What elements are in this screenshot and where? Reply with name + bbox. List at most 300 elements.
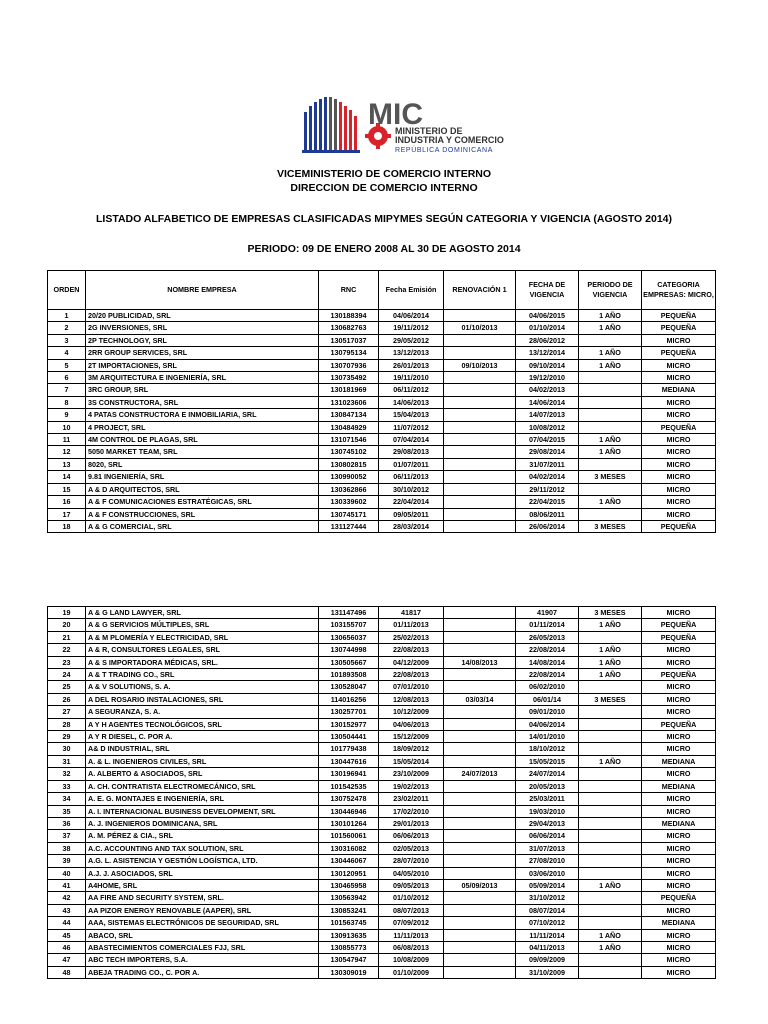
cell-orden: 5	[48, 359, 86, 371]
cell-nombre-empresa: A. M. PÉREZ & CIA., SRL	[86, 830, 319, 842]
cell-fecha-vigencia: 26/05/2013	[516, 631, 579, 643]
table-row	[48, 372, 716, 384]
cell-fecha-vigencia: 14/07/2013	[516, 409, 579, 421]
cell-orden: 10	[48, 421, 86, 433]
cell-categoria: MEDIANA	[642, 780, 716, 792]
cell-fecha-emision: 08/07/2013	[379, 904, 444, 916]
cell-orden: 20	[48, 619, 86, 631]
cell-nombre-empresa: A SEGURANZA, S. A.	[86, 706, 319, 718]
cell-fecha-vigencia: 01/11/2014	[516, 619, 579, 631]
cell-rnc: 130196941	[319, 768, 379, 780]
cell-orden: 45	[48, 929, 86, 941]
cell-fecha-vigencia: 22/04/2015	[516, 496, 579, 508]
cell-categoria: MICRO	[642, 372, 716, 384]
table-row	[48, 743, 716, 755]
cell-nombre-empresa: A & V SOLUTIONS, S. A.	[86, 681, 319, 693]
cell-orden: 36	[48, 817, 86, 829]
cell-categoria: MICRO	[642, 681, 716, 693]
cell-rnc: 130752478	[319, 793, 379, 805]
cell-nombre-empresa: 2G INVERSIONES, SRL	[86, 322, 319, 334]
cell-periodo-vigencia	[579, 954, 642, 966]
cell-rnc: 130656037	[319, 631, 379, 643]
heading-viceministerio: VICEMINISTERIO DE COMERCIO INTERNO	[276, 168, 492, 180]
table-row	[48, 830, 716, 842]
cell-fecha-emision: 07/04/2014	[379, 434, 444, 446]
cell-fecha-vigencia: 41907	[516, 607, 579, 619]
mic-logo	[300, 94, 520, 160]
cell-renovacion	[444, 458, 516, 470]
cell-nombre-empresa: A & G COMERCIAL, SRL	[86, 520, 319, 532]
cell-renovacion: 14/08/2013	[444, 656, 516, 668]
cell-rnc: 131023606	[319, 396, 379, 408]
cell-nombre-empresa: A & D ARQUITECTOS, SRL	[86, 483, 319, 495]
cell-renovacion	[444, 483, 516, 495]
cell-fecha-vigencia: 15/05/2015	[516, 755, 579, 767]
cell-fecha-vigencia: 10/08/2012	[516, 421, 579, 433]
cell-rnc: 114016256	[319, 693, 379, 705]
cell-categoria: PEQUEÑA	[642, 892, 716, 904]
cell-rnc: 130855773	[319, 941, 379, 953]
table-row	[48, 310, 716, 322]
cell-nombre-empresa: A. ALBERTO & ASOCIADOS, SRL	[86, 768, 319, 780]
cell-periodo-vigencia	[579, 409, 642, 421]
cell-renovacion	[444, 372, 516, 384]
cell-categoria: MICRO	[642, 471, 716, 483]
table-row	[48, 520, 716, 532]
cell-nombre-empresa: ABACO, SRL	[86, 929, 319, 941]
cell-orden: 38	[48, 842, 86, 854]
header-fecha-emision: Fecha Emisión	[379, 271, 444, 310]
cell-periodo-vigencia: 1 AÑO	[579, 322, 642, 334]
cell-rnc: 130309019	[319, 966, 379, 978]
cell-fecha-emision: 11/11/2013	[379, 929, 444, 941]
cell-rnc: 130802815	[319, 458, 379, 470]
cell-rnc: 131127444	[319, 520, 379, 532]
cell-periodo-vigencia	[579, 966, 642, 978]
cell-nombre-empresa: A & G LAND LAWYER, SRL	[86, 607, 319, 619]
cell-nombre-empresa: 4M CONTROL DE PLAGAS, SRL	[86, 434, 319, 446]
logo-line3: REPÚBLICA DOMINICANA	[395, 147, 493, 154]
cell-categoria: PEQUEÑA	[642, 619, 716, 631]
cell-categoria: MICRO	[642, 867, 716, 879]
cell-fecha-emision: 22/04/2014	[379, 496, 444, 508]
cell-renovacion	[444, 446, 516, 458]
cell-orden: 3	[48, 334, 86, 346]
cell-fecha-emision: 12/08/2013	[379, 693, 444, 705]
cell-fecha-emision: 41817	[379, 607, 444, 619]
cell-orden: 28	[48, 718, 86, 730]
cell-categoria: MEDIANA	[642, 917, 716, 929]
cell-nombre-empresa: A& D INDUSTRIAL, SRL	[86, 743, 319, 755]
cell-orden: 4	[48, 347, 86, 359]
table-row	[48, 867, 716, 879]
cell-categoria: MICRO	[642, 842, 716, 854]
cell-rnc: 103155707	[319, 619, 379, 631]
cell-fecha-emision: 01/10/2009	[379, 966, 444, 978]
cell-rnc: 130795134	[319, 347, 379, 359]
table-row	[48, 768, 716, 780]
cell-periodo-vigencia: 1 AÑO	[579, 941, 642, 953]
cell-nombre-empresa: A.J. J. ASOCIADOS, SRL	[86, 867, 319, 879]
cell-categoria: MICRO	[642, 496, 716, 508]
cell-nombre-empresa: 4 PATAS CONSTRUCTORA E INMOBILIARIA, SRL	[86, 409, 319, 421]
cell-fecha-emision: 30/10/2012	[379, 483, 444, 495]
cell-rnc: 130101264	[319, 817, 379, 829]
cell-categoria: MICRO	[642, 706, 716, 718]
cell-fecha-vigencia: 31/10/2009	[516, 966, 579, 978]
cell-orden: 35	[48, 805, 86, 817]
cell-categoria: MICRO	[642, 359, 716, 371]
cell-rnc: 130446067	[319, 855, 379, 867]
cell-categoria: MICRO	[642, 693, 716, 705]
cell-rnc: 101893508	[319, 669, 379, 681]
cell-fecha-vigencia: 06/01/14	[516, 693, 579, 705]
cell-nombre-empresa: 4 PROJECT, SRL	[86, 421, 319, 433]
cell-fecha-emision: 18/09/2012	[379, 743, 444, 755]
cell-renovacion	[444, 892, 516, 904]
cell-rnc: 130528047	[319, 681, 379, 693]
cell-periodo-vigencia	[579, 421, 642, 433]
cell-nombre-empresa: A. I. INTERNACIONAL BUSINESS DEVELOPMENT, SRL	[86, 805, 319, 817]
cell-rnc: 130682763	[319, 322, 379, 334]
table-row	[48, 334, 716, 346]
cell-renovacion	[444, 619, 516, 631]
cell-fecha-emision: 01/10/2012	[379, 892, 444, 904]
cell-rnc: 130913635	[319, 929, 379, 941]
cell-rnc: 130120951	[319, 867, 379, 879]
cell-categoria: MICRO	[642, 929, 716, 941]
cell-rnc: 131147496	[319, 607, 379, 619]
cell-renovacion	[444, 966, 516, 978]
table-row	[48, 409, 716, 421]
table-row	[48, 483, 716, 495]
cell-fecha-vigencia: 07/10/2012	[516, 917, 579, 929]
cell-periodo-vigencia: 3 MESES	[579, 693, 642, 705]
cell-orden: 18	[48, 520, 86, 532]
cell-orden: 8	[48, 396, 86, 408]
cell-fecha-vigencia: 04/06/2015	[516, 310, 579, 322]
cell-fecha-emision: 13/12/2013	[379, 347, 444, 359]
cell-categoria: MICRO	[642, 966, 716, 978]
cell-orden: 1	[48, 310, 86, 322]
cell-fecha-emision: 04/12/2009	[379, 656, 444, 668]
cell-categoria: PEQUEÑA	[642, 347, 716, 359]
cell-rnc: 130744998	[319, 644, 379, 656]
table-header-row	[48, 271, 716, 310]
cell-fecha-emision: 04/06/2013	[379, 718, 444, 730]
cell-renovacion	[444, 954, 516, 966]
cell-periodo-vigencia: 1 AÑO	[579, 929, 642, 941]
cell-renovacion	[444, 471, 516, 483]
logo-bars-icon	[302, 97, 360, 153]
cell-fecha-emision: 06/08/2013	[379, 941, 444, 953]
cell-nombre-empresa: AA PIZOR ENERGY RENOVABLE (AAPER), SRL	[86, 904, 319, 916]
cell-categoria: MICRO	[642, 904, 716, 916]
cell-periodo-vigencia: 1 AÑO	[579, 644, 642, 656]
cell-periodo-vigencia	[579, 631, 642, 643]
cell-nombre-empresa: 3RC GROUP, SRL	[86, 384, 319, 396]
table-row	[48, 929, 716, 941]
cell-orden: 17	[48, 508, 86, 520]
cell-renovacion: 24/07/2013	[444, 768, 516, 780]
cell-renovacion	[444, 817, 516, 829]
cell-renovacion	[444, 755, 516, 767]
cell-categoria: MICRO	[642, 483, 716, 495]
cell-nombre-empresa: A.C. ACCOUNTING AND TAX SOLUTION, SRL	[86, 842, 319, 854]
cell-rnc: 130745102	[319, 446, 379, 458]
cell-renovacion	[444, 780, 516, 792]
logo-line1: MINISTERIO DE	[395, 126, 463, 136]
cell-periodo-vigencia	[579, 372, 642, 384]
table-row	[48, 681, 716, 693]
cell-rnc: 130563942	[319, 892, 379, 904]
header-orden: ORDEN	[48, 271, 86, 310]
table-row	[48, 941, 716, 953]
cell-orden: 27	[48, 706, 86, 718]
cell-fecha-vigencia: 31/07/2011	[516, 458, 579, 470]
cell-fecha-vigencia: 18/10/2012	[516, 743, 579, 755]
cell-rnc: 130362866	[319, 483, 379, 495]
cell-periodo-vigencia	[579, 458, 642, 470]
cell-orden: 47	[48, 954, 86, 966]
cell-categoria: MICRO	[642, 805, 716, 817]
cell-fecha-vigencia: 04/02/2014	[516, 471, 579, 483]
cell-categoria: MICRO	[642, 656, 716, 668]
cell-rnc: 130707936	[319, 359, 379, 371]
cell-orden: 48	[48, 966, 86, 978]
cell-nombre-empresa: A4HOME, SRL	[86, 879, 319, 891]
table-row	[48, 706, 716, 718]
cell-fecha-emision: 29/05/2012	[379, 334, 444, 346]
cell-rnc: 130316082	[319, 842, 379, 854]
cell-renovacion	[444, 508, 516, 520]
cell-renovacion	[444, 941, 516, 953]
cell-fecha-vigencia: 08/06/2011	[516, 508, 579, 520]
cell-fecha-emision: 02/05/2013	[379, 842, 444, 854]
cell-orden: 26	[48, 693, 86, 705]
cell-fecha-emision: 11/07/2012	[379, 421, 444, 433]
cell-fecha-emision: 29/01/2013	[379, 817, 444, 829]
cell-periodo-vigencia: 1 AÑO	[579, 755, 642, 767]
cell-categoria: MEDIANA	[642, 755, 716, 767]
cell-renovacion	[444, 867, 516, 879]
cell-fecha-vigencia: 31/07/2013	[516, 842, 579, 854]
cell-periodo-vigencia	[579, 483, 642, 495]
cell-categoria: PEQUEÑA	[642, 631, 716, 643]
cell-renovacion	[444, 669, 516, 681]
cell-categoria: PEQUEÑA	[642, 310, 716, 322]
cell-periodo-vigencia: 1 AÑO	[579, 347, 642, 359]
cell-categoria: MICRO	[642, 879, 716, 891]
cell-nombre-empresa: A. J. INGENIEROS DOMINICANA, SRL	[86, 817, 319, 829]
table-row	[48, 347, 716, 359]
cell-periodo-vigencia: 1 AÑO	[579, 359, 642, 371]
cell-fecha-emision: 09/05/2013	[379, 879, 444, 891]
table-row	[48, 434, 716, 446]
cell-categoria: PEQUEÑA	[642, 669, 716, 681]
cell-fecha-emision: 04/05/2010	[379, 867, 444, 879]
cell-categoria: MICRO	[642, 458, 716, 470]
cell-fecha-emision: 28/07/2010	[379, 855, 444, 867]
cell-periodo-vigencia	[579, 805, 642, 817]
cell-categoria: MICRO	[642, 434, 716, 446]
cell-periodo-vigencia	[579, 334, 642, 346]
cell-categoria: PEQUEÑA	[642, 718, 716, 730]
cell-renovacion	[444, 805, 516, 817]
cell-fecha-vigencia: 11/11/2014	[516, 929, 579, 941]
cell-nombre-empresa: A Y H AGENTES TECNOLÓGICOS, SRL	[86, 718, 319, 730]
header-periodo-vigencia: PERIODO DE VIGENCIA	[579, 271, 642, 310]
cell-periodo-vigencia: 1 AÑO	[579, 446, 642, 458]
cell-rnc: 130990052	[319, 471, 379, 483]
cell-categoria: MICRO	[642, 508, 716, 520]
cell-orden: 2	[48, 322, 86, 334]
cell-orden: 12	[48, 446, 86, 458]
cell-orden: 42	[48, 892, 86, 904]
cell-categoria: MICRO	[642, 855, 716, 867]
table-row	[48, 966, 716, 978]
cell-nombre-empresa: A & R, CONSULTORES LEGALES, SRL	[86, 644, 319, 656]
cell-periodo-vigencia	[579, 681, 642, 693]
table-row	[48, 656, 716, 668]
cell-nombre-empresa: 2P TECHNOLOGY, SRL	[86, 334, 319, 346]
table-row	[48, 619, 716, 631]
cell-nombre-empresa: A & M PLOMERÍA Y ELECTRICIDAD, SRL	[86, 631, 319, 643]
cell-orden: 15	[48, 483, 86, 495]
table-row	[48, 644, 716, 656]
cell-periodo-vigencia	[579, 384, 642, 396]
table-row	[48, 446, 716, 458]
cell-nombre-empresa: A & F COMUNICACIONES ESTRATÉGICAS, SRL	[86, 496, 319, 508]
cell-fecha-emision: 01/11/2013	[379, 619, 444, 631]
cell-renovacion	[444, 644, 516, 656]
cell-fecha-vigencia: 04/11/2013	[516, 941, 579, 953]
cell-fecha-emision: 06/06/2013	[379, 830, 444, 842]
cell-nombre-empresa: ABASTECIMIENTOS COMERCIALES FJJ, SRL	[86, 941, 319, 953]
cell-periodo-vigencia	[579, 793, 642, 805]
cell-rnc: 101563745	[319, 917, 379, 929]
cell-rnc: 130853241	[319, 904, 379, 916]
cell-nombre-empresa: 8020, SRL	[86, 458, 319, 470]
cell-fecha-vigencia: 13/12/2014	[516, 347, 579, 359]
companies-table-1	[47, 270, 716, 533]
cell-fecha-emision: 09/05/2011	[379, 508, 444, 520]
cell-orden: 11	[48, 434, 86, 446]
cell-categoria: MICRO	[642, 768, 716, 780]
cell-fecha-emision: 04/06/2014	[379, 310, 444, 322]
cell-fecha-vigencia: 09/01/2010	[516, 706, 579, 718]
cell-rnc: 130505667	[319, 656, 379, 668]
table-row	[48, 892, 716, 904]
cell-orden: 30	[48, 743, 86, 755]
cell-fecha-vigencia: 24/07/2014	[516, 768, 579, 780]
cell-fecha-emision: 01/07/2011	[379, 458, 444, 470]
cell-fecha-vigencia: 05/09/2014	[516, 879, 579, 891]
cell-categoria: MICRO	[642, 396, 716, 408]
cell-periodo-vigencia: 1 AÑO	[579, 879, 642, 891]
cell-periodo-vigencia	[579, 718, 642, 730]
cell-fecha-vigencia: 07/04/2015	[516, 434, 579, 446]
cell-fecha-vigencia: 25/03/2011	[516, 793, 579, 805]
cell-renovacion	[444, 706, 516, 718]
cell-rnc: 130152977	[319, 718, 379, 730]
cell-categoria: MICRO	[642, 731, 716, 743]
cell-orden: 31	[48, 755, 86, 767]
table-row	[48, 508, 716, 520]
cell-renovacion	[444, 409, 516, 421]
cell-renovacion	[444, 384, 516, 396]
table-row	[48, 755, 716, 767]
table-row	[48, 817, 716, 829]
header-categoria: CATEGORIA EMPRESAS: MICRO,	[642, 271, 716, 310]
cell-rnc: 130257701	[319, 706, 379, 718]
cell-periodo-vigencia	[579, 904, 642, 916]
cell-periodo-vigencia	[579, 867, 642, 879]
cell-renovacion: 05/09/2013	[444, 879, 516, 891]
cell-nombre-empresa: A DEL ROSARIO INSTALACIONES, SRL	[86, 693, 319, 705]
cell-categoria: PEQUEÑA	[642, 421, 716, 433]
cell-orden: 24	[48, 669, 86, 681]
cell-rnc: 101779438	[319, 743, 379, 755]
cell-periodo-vigencia: 3 MESES	[579, 520, 642, 532]
cell-fecha-emision: 07/09/2012	[379, 917, 444, 929]
cell-categoria: MICRO	[642, 793, 716, 805]
cell-rnc: 131071546	[319, 434, 379, 446]
cell-renovacion	[444, 334, 516, 346]
cell-fecha-vigencia: 26/06/2014	[516, 520, 579, 532]
cell-periodo-vigencia: 1 AÑO	[579, 656, 642, 668]
cell-renovacion	[444, 631, 516, 643]
cell-nombre-empresa: A. E. G. MONTAJES E INGENIERÍA, SRL	[86, 793, 319, 805]
cell-nombre-empresa: 9.81 INGENIERÍA, SRL	[86, 471, 319, 483]
cell-orden: 39	[48, 855, 86, 867]
cell-fecha-vigencia: 08/07/2014	[516, 904, 579, 916]
table-row	[48, 396, 716, 408]
cell-renovacion	[444, 718, 516, 730]
table-row	[48, 718, 716, 730]
cell-renovacion	[444, 496, 516, 508]
cell-fecha-vigencia: 04/06/2014	[516, 718, 579, 730]
cell-periodo-vigencia	[579, 842, 642, 854]
table-row	[48, 631, 716, 643]
table-row	[48, 954, 716, 966]
cell-rnc: 130447616	[319, 755, 379, 767]
cell-periodo-vigencia	[579, 731, 642, 743]
cell-orden: 19	[48, 607, 86, 619]
cell-nombre-empresa: A Y R DIESEL, C. POR A.	[86, 731, 319, 743]
cell-rnc: 101542535	[319, 780, 379, 792]
cell-rnc: 130735492	[319, 372, 379, 384]
companies-table-2	[47, 606, 716, 979]
cell-fecha-vigencia: 22/08/2014	[516, 669, 579, 681]
cell-categoria: MICRO	[642, 446, 716, 458]
cell-orden: 21	[48, 631, 86, 643]
cell-fecha-vigencia: 14/06/2014	[516, 396, 579, 408]
cell-fecha-emision: 14/06/2013	[379, 396, 444, 408]
cell-nombre-empresa: 3S CONSTRUCTORA, SRL	[86, 396, 319, 408]
cell-orden: 29	[48, 731, 86, 743]
cell-orden: 44	[48, 917, 86, 929]
cell-renovacion: 01/10/2013	[444, 322, 516, 334]
cell-periodo-vigencia	[579, 817, 642, 829]
cell-renovacion	[444, 421, 516, 433]
cell-nombre-empresa: A & F CONSTRUCCIONES, SRL	[86, 508, 319, 520]
cell-fecha-emision: 15/12/2009	[379, 731, 444, 743]
cell-fecha-vigencia: 06/06/2014	[516, 830, 579, 842]
cell-categoria: MEDIANA	[642, 817, 716, 829]
cell-orden: 33	[48, 780, 86, 792]
cell-fecha-vigencia: 29/08/2014	[516, 446, 579, 458]
